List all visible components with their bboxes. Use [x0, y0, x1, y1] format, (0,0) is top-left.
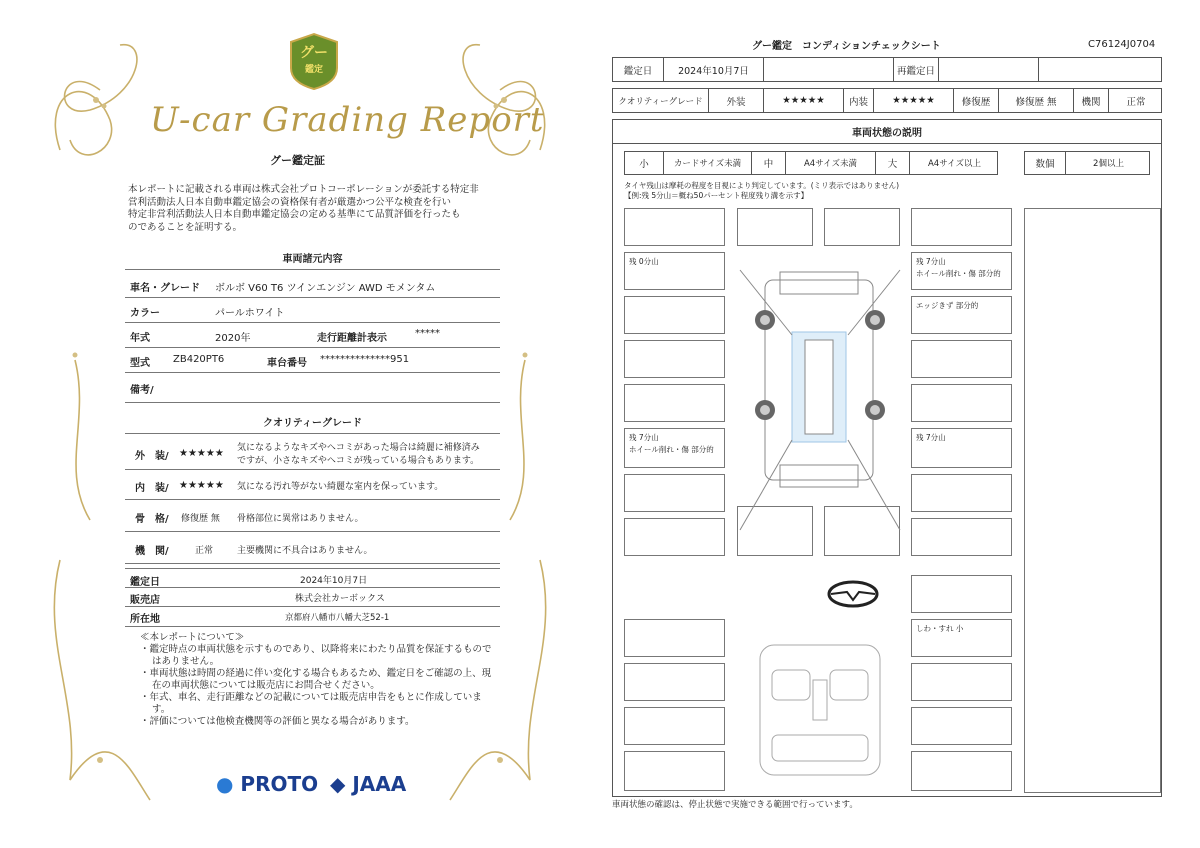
document-id: C76124J0704: [1088, 39, 1156, 50]
info-row-date: [125, 568, 500, 588]
chassis-label: 車台番号: [267, 358, 307, 369]
dealer-value: 株式会社カーボックス: [295, 594, 385, 604]
mileage-value: *****: [415, 328, 440, 339]
damage-box: [737, 208, 813, 246]
mileage-label: 走行距離計表示: [317, 333, 387, 344]
frame-desc: 骨格部位に異常はありません。: [237, 514, 364, 524]
goo-kantei-badge: [287, 32, 341, 90]
re-date-value: [938, 58, 1038, 81]
re-date-label: 再鑑定日: [893, 58, 938, 81]
certificate-text: [128, 184, 498, 234]
damage-box-rear-left-tire: [624, 428, 725, 468]
quality-row-frame: [125, 500, 500, 532]
box-text: エッジきず 部分的: [916, 301, 979, 310]
engine-label: 機関: [1073, 89, 1108, 112]
date-label: 鑑定日: [623, 65, 653, 77]
spec-row-model: [125, 348, 500, 373]
damage-box-right-edge: [911, 296, 1012, 334]
report-notes: [140, 632, 500, 728]
footer-note: 車両状態の確認は、停止状態で実施できる範囲で行っています。: [612, 800, 858, 810]
quality-heading: クオリティーグレード: [263, 418, 362, 429]
interior-label: 内 装/: [135, 483, 169, 494]
damage-box: [911, 518, 1012, 556]
int-label: 内装: [843, 89, 873, 112]
damage-box: [624, 384, 725, 422]
section-title: 車両状態の説明: [612, 119, 1162, 144]
interior-seat-diagram: [750, 640, 890, 780]
damage-box: [911, 575, 1012, 613]
jaaa-logo-text: JAAA: [352, 772, 407, 796]
damage-box: [911, 751, 1012, 791]
divider: [125, 264, 500, 270]
spec-heading: 車両諸元内容: [282, 254, 343, 265]
quality-row-interior: [125, 470, 500, 500]
damage-box: [624, 707, 725, 745]
size-legend: [624, 151, 998, 175]
proto-logo-text: PROTO: [240, 772, 319, 796]
info-row-address: [125, 607, 500, 627]
damage-box: [624, 518, 725, 556]
notes-heading: ≪本レポートについて≫: [140, 632, 245, 643]
repair-value: 修復歴 無: [998, 89, 1073, 112]
box-text: しわ・すれ 小: [916, 624, 964, 633]
interior-desc: 気になる汚れ等がない綺麗な室内を保っています。: [237, 482, 444, 492]
name-label: 車名・グレード: [130, 283, 200, 294]
steering-wheel-icon: [825, 578, 881, 610]
damage-box: [911, 384, 1012, 422]
ext-value: ★★★★★: [763, 89, 843, 112]
box-text: 残 7分山: [916, 433, 946, 442]
engine-label: 機 関/: [135, 546, 169, 557]
damage-box: [624, 474, 725, 512]
quality-row-engine: [125, 532, 500, 564]
divider: [125, 428, 500, 434]
cert-line: 特定非営利活動法人日本自動車鑑定協会の定める基準にて品質評価を行ったも: [128, 209, 461, 220]
damage-box: [911, 707, 1012, 745]
engine-value: 正常: [195, 546, 214, 556]
damage-box: [624, 296, 725, 334]
damage-box-interior: [911, 619, 1012, 657]
condition-check-sheet: [600, 0, 1200, 848]
damage-box: [911, 474, 1012, 512]
cert-line: 本レポートに記載される車両は株式会社プロトコーポレーションが委託する特定非: [128, 184, 479, 195]
color-value: パールホワイト: [215, 308, 285, 319]
proto-logo: [216, 772, 318, 796]
note-item: ・評価については他検査機関等の評価と異なる場合があります。: [140, 716, 415, 727]
note-item: ・車両状態は時間の経過に伴い変化する場合もあるため、鑑定日をご確認の上、現在の車両状態については販売店にお問合せください。: [140, 668, 492, 691]
spec-row-color: [125, 298, 500, 323]
date-table: [612, 57, 1162, 82]
legend-small-desc: カードサイズ未満: [663, 152, 751, 174]
quality-row-exterior: [125, 436, 500, 470]
address-label: 所在地: [130, 614, 160, 625]
engine-desc: 主要機関に不具合はありません。: [237, 546, 373, 556]
car-top-view-diagram: [730, 260, 910, 540]
qg-label: クオリティーグレード: [618, 96, 703, 107]
script-title: U-car Grading Report: [150, 100, 545, 140]
year-label: 年式: [130, 333, 150, 344]
damage-box: [624, 208, 725, 246]
repair-label: 修復歴: [953, 89, 998, 112]
legend-count-desc: 2個以上: [1065, 152, 1151, 174]
date-value: 2024年10月7日: [663, 58, 763, 81]
grade-table: [612, 88, 1162, 113]
tire-note-1: タイヤ残山は摩耗の程度を目視により判定しています。(ミリ表示ではありません): [624, 181, 900, 190]
empty-cell: [1038, 58, 1163, 81]
box-text: ホイール削れ・傷 部分的: [629, 445, 714, 454]
box-text: 残 7分山: [629, 433, 659, 442]
exterior-desc-1: 気になるようなキズやヘコミがあった場合は綺麗に補修済み: [237, 443, 480, 453]
frame-value: 修復歴 無: [181, 514, 220, 524]
box-text: 残 0分山: [629, 257, 659, 266]
damage-box: [624, 619, 725, 657]
badge-line1: グー: [300, 45, 328, 61]
date-label: 鑑定日: [130, 577, 160, 588]
ext-label: 外装: [708, 89, 763, 112]
color-label: カラー: [130, 308, 160, 319]
damage-box: [911, 208, 1012, 246]
spec-row-remarks: [125, 373, 500, 403]
empty-cell: [763, 58, 893, 81]
jaaa-mark-icon: ◆: [330, 772, 346, 796]
cert-line: のであることを証明する。: [128, 221, 243, 233]
box-text: ホイール削れ・傷 部分的: [916, 269, 1001, 278]
damage-box: [824, 208, 900, 246]
damage-box: [624, 751, 725, 791]
legend-count: 数個: [1035, 159, 1055, 170]
damage-box: [624, 340, 725, 378]
exterior-label: 外 装/: [135, 451, 169, 462]
legend-mid: 中: [751, 152, 785, 174]
count-legend: [1024, 151, 1150, 175]
damage-box: [911, 340, 1012, 378]
legend-large: 大: [875, 152, 909, 174]
year-value: 2020年: [215, 333, 251, 344]
jaaa-logo: [330, 772, 406, 796]
engine-value: 正常: [1108, 89, 1163, 112]
damage-box: [624, 663, 725, 701]
note-item: ・年式、車名、走行距離などの記載については販売店申告をもとに作成しています。: [140, 692, 482, 715]
date-value: 2024年10月7日: [300, 576, 368, 586]
cert-line: 営利活動法人日本自動車鑑定協会の資格保有者が厳選かつ公平な検査を行い: [128, 196, 452, 208]
remarks-label: 備考/: [130, 385, 154, 396]
dealer-label: 販売店: [130, 595, 160, 606]
info-row-dealer: [125, 588, 500, 607]
address-value: 京都府八幡市八幡大芝52-1: [285, 613, 390, 623]
int-value: ★★★★★: [873, 89, 953, 112]
comment-column: [1024, 208, 1161, 793]
damage-box-rear-right-tire: [911, 428, 1012, 468]
certificate-title: グー鑑定証: [270, 154, 325, 167]
box-text: 残 7分山: [916, 257, 946, 266]
model-value: ZB420PT6: [173, 354, 225, 365]
spec-row-year: [125, 323, 500, 348]
damage-box-front-right-tire: [911, 252, 1012, 290]
chassis-value: **************951: [320, 354, 410, 365]
sheet-title: グー鑑定 コンディションチェックシート: [752, 41, 941, 52]
legend-mid-desc: A4サイズ未満: [785, 152, 875, 174]
note-item: ・鑑定時点の車両状態を示すものであり、以降将来にわたり品質を保証するものではありません。: [140, 644, 492, 667]
frame-label: 骨 格/: [135, 514, 169, 525]
legend-large-desc: A4サイズ以上: [909, 152, 999, 174]
damage-box: [911, 663, 1012, 701]
tire-note-2: 【例:残 5分山＝概ね50パーセント程度残り溝を示す】: [624, 191, 809, 200]
legend-small: 小: [639, 159, 649, 170]
proto-mark-icon: ●: [216, 772, 234, 796]
exterior-desc-2: ですが、小さなキズやヘコミが残っている場合もあります。: [237, 456, 480, 466]
badge-line2: 鑑定: [304, 65, 323, 75]
spec-row-name: [125, 272, 500, 298]
interior-stars: ★★★★★: [179, 480, 224, 491]
model-label: 型式: [130, 358, 150, 369]
exterior-stars: ★★★★★: [179, 448, 224, 459]
name-value: ボルボ V60 T6 ツインエンジン AWD モメンタム: [215, 283, 436, 294]
damage-box-front-left-tire: [624, 252, 725, 290]
